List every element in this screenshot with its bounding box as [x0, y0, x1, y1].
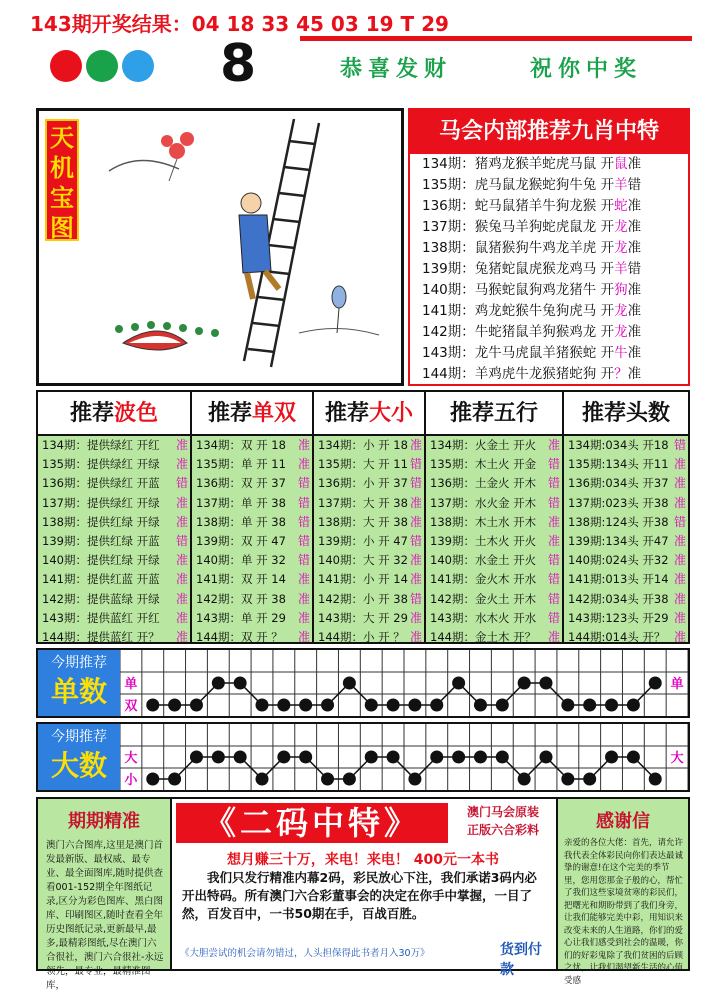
trend-point	[561, 773, 574, 786]
thank-you-text: 亲爱的各位大佬：首先，请允许我代表全体彩民向你们表达最诚挚的谢意!在这个完美的季节里，您用您那金子般的心，帮忙了我们这些家境贫寒的彩民们，把曙光和期盼带到了我们身旁，让我们能够完美中彩，用知识来改变未来的人生道路，你们的爱心让我们感受到社会的温暖，你们的好彩鬼除了我们贫困的后顾之忧，让我们渴望新生活的心值受感	[564, 838, 684, 986]
prediction-column	[564, 392, 688, 642]
prediction-row: 139期：小 开 47 错	[318, 533, 422, 548]
prediction-row: 134期：提供绿红 开红 准	[42, 438, 188, 452]
prediction-row: 137期：提供绿红 开绿 准	[42, 495, 188, 510]
prediction-row: 142期：提供蓝绿 开绿 准	[42, 591, 188, 606]
trend-point	[277, 699, 290, 712]
prediction-row: 136期：小 开 37 错	[318, 476, 422, 491]
blue-ball-icon	[122, 50, 154, 82]
trend-point	[146, 699, 159, 712]
prediction-row: 142期：双 开 38 准	[196, 591, 310, 606]
prediction-row: 134期：双 开 18 准	[196, 438, 310, 452]
row-label-top: 大	[124, 751, 138, 766]
prediction-row: 143期：单 开 29 准	[196, 610, 310, 625]
promo-section	[36, 797, 690, 991]
prediction-row: 142期：金火土 开木 错	[430, 591, 560, 606]
prediction-row: 136期：土金火 开木 错	[430, 476, 560, 491]
row-label-bottom: 双	[124, 699, 138, 714]
ad-aside: 澳门马会原装 正版六合彩料	[466, 805, 539, 837]
thank-you-panel	[556, 799, 688, 986]
slogan-right: 祝你中奖	[530, 57, 643, 82]
puzzle-picture	[36, 108, 404, 386]
trend-point	[256, 699, 269, 712]
trend-point	[234, 677, 247, 690]
picture-label: 天 机 宝 图	[45, 119, 79, 241]
trend-point	[299, 699, 312, 712]
prediction-row: 144期：双 开 ？ 准	[196, 629, 310, 644]
prediction-row: 138期：提供红绿 开绿 准	[42, 514, 188, 529]
prediction-row: 140期：水金土 开火 错	[430, 553, 560, 568]
thank-you-heading: 感谢信	[596, 811, 650, 832]
ad-strip: 想月赚三十万，来电！来电！ 400元一本书	[226, 852, 500, 868]
nine-zodiac-row: 143期：龙牛马虎鼠羊猪猴蛇 开牛准	[422, 345, 642, 361]
prediction-row: 137期：大 开 38 准	[318, 495, 422, 510]
trend-point	[146, 773, 159, 786]
trend-point	[321, 773, 334, 786]
prediction-column	[426, 392, 564, 642]
prediction-row: 143期：提供蓝红 开红 准	[42, 610, 188, 625]
green-ball-icon	[86, 50, 118, 82]
prediction-row: 141期：双 开 14 准	[196, 572, 310, 587]
trend-point	[452, 751, 465, 764]
red-ball-icon	[50, 50, 82, 82]
trend-point	[190, 699, 203, 712]
trend-point	[365, 699, 378, 712]
prediction-row: 137期：水火金 开木 错	[430, 495, 560, 510]
odd-even-label: 今期推荐 单数	[38, 650, 120, 716]
prediction-row: 134期：火金土 开火 准	[430, 438, 560, 452]
trend-point	[474, 751, 487, 764]
prediction-grid	[36, 390, 690, 644]
trend-point	[234, 751, 247, 764]
cash-on-delivery: 货到付款	[500, 942, 542, 978]
big-small-label: 今期推荐 大数	[38, 724, 120, 790]
accuracy-heading: 期期精准	[68, 811, 140, 832]
prediction-row: 140期：提供红绿 开绿 准	[42, 553, 188, 568]
nine-zodiac-row: 137期：猴兔马羊狗蛇虎鼠龙 开龙准	[422, 219, 642, 235]
prediction-row: 135期：提供绿红 开绿 准	[42, 457, 188, 472]
trend-point	[627, 751, 640, 764]
prediction-row: 144期：提供蓝红 开？ 准	[42, 629, 188, 644]
trend-point	[168, 699, 181, 712]
trend-point	[299, 751, 312, 764]
trend-point	[605, 699, 618, 712]
prediction-row: 141期：金火木 开水 错	[430, 572, 560, 587]
prediction-row: 141期:013头 开14 准	[568, 572, 686, 587]
trend-point	[387, 751, 400, 764]
prediction-column	[38, 392, 192, 642]
trend-point	[649, 773, 662, 786]
trend-point	[540, 677, 553, 690]
ad-footnote: 《大胆尝试的机会请勿错过，人头担保得此书者月入30万》	[180, 948, 430, 959]
trend-point	[518, 773, 531, 786]
trend-point	[540, 751, 553, 764]
prediction-row: 143期：大 开 29 准	[318, 610, 422, 625]
nine-zodiac-row: 136期：蛇马鼠猪羊牛狗龙猴 开蛇准	[422, 198, 642, 214]
trend-point	[496, 751, 509, 764]
slogan-left: 恭喜发财	[340, 57, 453, 82]
trend-point	[474, 699, 487, 712]
two-code-banner: 《二码中特》	[176, 803, 448, 843]
trend-point	[365, 751, 378, 764]
trend-point	[321, 699, 334, 712]
odd-even-chart	[120, 650, 688, 716]
trend-point	[343, 677, 356, 690]
column-heading: 推荐波色	[38, 392, 190, 436]
ad-paragraph: 我们只发行精准内幕2码，彩民放心下注，我们承诺3码内必开出特码。所有澳门六合彩董事会的决定在你手中掌握，一目了然，百发百中，一书50期在手，百战百胜。	[182, 870, 537, 921]
prediction-row: 134期：小 开 18 准	[318, 438, 422, 452]
trend-point	[496, 699, 509, 712]
trend-point	[277, 751, 290, 764]
prediction-row: 142期:034头 开38 准	[568, 591, 686, 606]
trend-point	[343, 773, 356, 786]
nine-zodiac-row: 138期：鼠猪猴狗牛鸡龙羊虎 开龙准	[422, 240, 642, 256]
prediction-row: 138期：大 开 38 准	[318, 514, 422, 529]
nine-zodiac-title: 马会内部推荐九肖中特	[410, 110, 688, 154]
prediction-row: 141期：提供红蓝 开蓝 准	[42, 572, 188, 587]
prediction-row: 137期:023头 开38 准	[568, 495, 686, 510]
prediction-row: 135期：木土火 开金 错	[430, 457, 560, 472]
trend-point	[256, 773, 269, 786]
nine-zodiac-row: 140期：马猴蛇鼠狗鸡龙猪牛 开狗准	[422, 282, 642, 298]
trend-point	[408, 773, 421, 786]
prediction-row: 139期：双 开 47 错	[196, 533, 310, 548]
nine-zodiac-row: 141期：鸡龙蛇猴牛兔狗虎马 开龙准	[422, 303, 642, 319]
trend-point	[583, 773, 596, 786]
prediction-row: 136期：双 开 37 错	[196, 476, 310, 491]
nine-zodiac-row: 139期：兔猪蛇鼠虎猴龙鸡马 开羊错	[422, 261, 642, 277]
trend-point	[583, 699, 596, 712]
prediction-row: 140期：大 开 32 准	[318, 553, 422, 568]
row-label-bottom: 小	[124, 773, 138, 788]
trend-point	[561, 699, 574, 712]
trend-point	[212, 677, 225, 690]
prediction-row: 139期：提供红绿 开蓝 错	[42, 533, 188, 548]
column-heading: 推荐大小	[314, 392, 424, 436]
row-label-top: 单	[124, 677, 138, 692]
prediction-row: 138期：单 开 38 错	[196, 514, 310, 529]
prediction-row: 136期：提供绿红 开蓝 错	[42, 476, 188, 491]
two-code-ad	[174, 799, 554, 978]
trend-point	[627, 699, 640, 712]
trend-point	[408, 699, 421, 712]
prediction-row: 138期:124头 开38 错	[568, 514, 686, 529]
prediction-row: 144期:014头 开？ 准	[568, 629, 686, 644]
prediction-row: 135期：单 开 11 准	[196, 457, 310, 472]
prediction-row: 141期：小 开 14 准	[318, 572, 422, 587]
big-small-trend	[36, 722, 690, 792]
prediction-row: 143期：水木火 开水 错	[430, 610, 560, 625]
prediction-row: 138期：木土水 开木 准	[430, 514, 560, 529]
trend-point	[605, 751, 618, 764]
column-heading: 推荐五行	[426, 392, 562, 436]
draw-result-title: 143期开奖结果：04 18 33 45 03 19 T 29	[30, 12, 449, 36]
nine-zodiac-row: 134期：猪鸡龙猴羊蛇虎马鼠 开鼠准	[422, 156, 642, 172]
prediction-row: 135期:134头 开11 准	[568, 457, 686, 472]
prediction-row: 135期：大 开 11 错	[318, 457, 422, 472]
accuracy-text: 澳门六合图库,这里是澳门首发最新版、最权威、最专业、最全面图库,随时提供查看001-152期全年图纸记录,区分为彩色图库、黑白图库、印刷图区,随时查看全年历史图纸记录,更新最早,最多,最精彩图纸,尽在澳门六合很社，澳门六合很社-永远领先，最专业，最精准图库，	[46, 840, 164, 991]
nine-zodiac-panel	[408, 108, 690, 386]
trend-end-label: 大	[670, 751, 684, 766]
trend-end-label: 单	[670, 677, 684, 692]
nine-zodiac-row: 144期：羊鸡虎牛龙猴猪蛇狗 开？准	[422, 366, 642, 382]
nine-zodiac-row: 135期：虎马鼠龙猴蛇狗牛兔 开羊错	[422, 177, 642, 193]
trend-point	[168, 773, 181, 786]
prediction-row: 144期：小 开 ？ 准	[318, 629, 422, 644]
prediction-row: 144期：金土木 开？ 准	[430, 629, 560, 644]
prediction-row: 139期:134头 开47 准	[568, 533, 686, 548]
trend-point	[387, 699, 400, 712]
column-heading: 推荐单双	[192, 392, 312, 436]
trend-point	[430, 699, 443, 712]
prediction-row: 139期：土木火 开火 准	[430, 533, 560, 548]
trend-point	[452, 677, 465, 690]
big-small-chart	[120, 724, 688, 790]
nine-zodiac-row: 142期：牛蛇猪鼠羊狗猴鸡龙 开龙准	[422, 324, 642, 340]
ladder-illustration	[39, 111, 401, 383]
trend-point	[649, 677, 662, 690]
prediction-row: 137期：单 开 38 错	[196, 495, 310, 510]
odd-even-trend	[36, 648, 690, 718]
prediction-row: 140期：单 开 32 错	[196, 553, 310, 568]
accuracy-panel	[38, 799, 172, 991]
issue-digit: 8	[220, 34, 257, 94]
prediction-column	[314, 392, 426, 642]
prediction-row: 134期:034头 开18 错	[568, 438, 686, 452]
trend-point	[430, 751, 443, 764]
trend-point	[190, 751, 203, 764]
prediction-row: 136期:034头 开37 准	[568, 476, 686, 491]
column-heading: 推荐头数	[564, 392, 688, 436]
header-divider	[300, 36, 692, 41]
prediction-column	[192, 392, 314, 642]
trend-point	[212, 751, 225, 764]
trend-point	[518, 677, 531, 690]
prediction-row: 143期:123头 开29 准	[568, 610, 686, 625]
prediction-row: 142期：小 开 38 错	[318, 591, 422, 606]
prediction-row: 140期:024头 开32 准	[568, 553, 686, 568]
